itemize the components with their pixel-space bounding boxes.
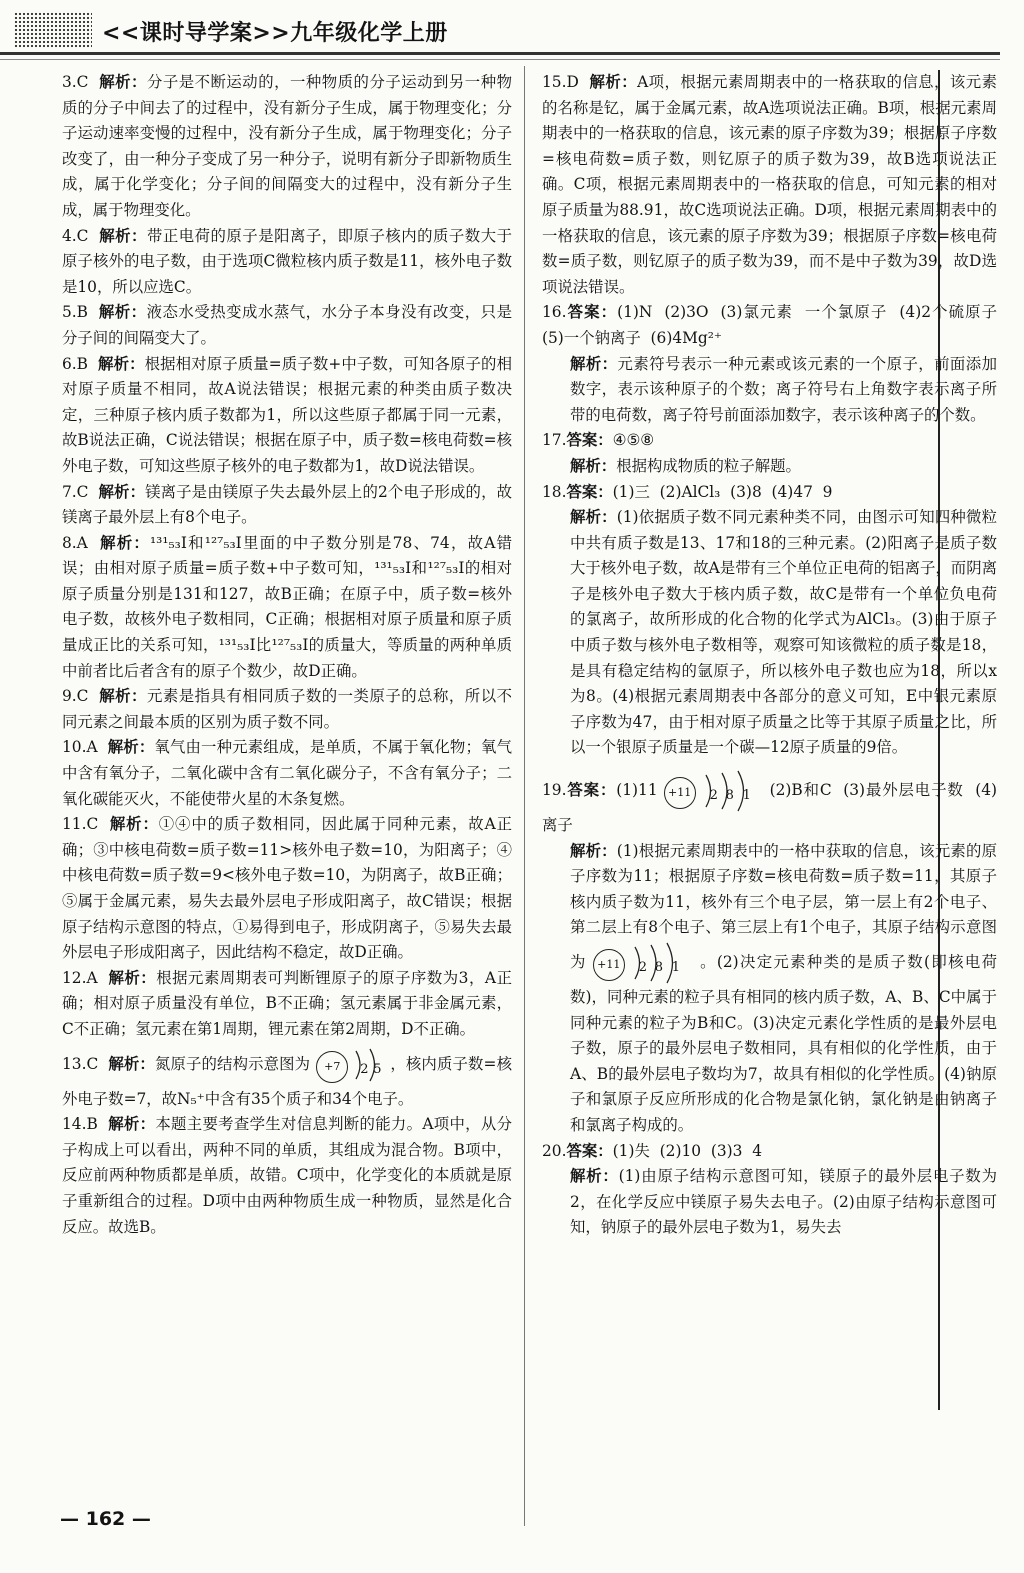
answer-item-3: 3.C 解析：分子是不断运动的，一种物质的分子运动到另一种物质的分子中间去了的过程中，没有新分子生成，属于物理变化；分子运动速率变慢的过程中，没有新分子生成，属于物理变化；分子改变了，由一种分子变成了另一种分子，说明有新分子即新物质生成，属于化学变化；分子间的间隔变大的过程中，没有新分子生成，属于物理变化。	[62, 73, 512, 219]
answer-item-14: 14.B 解析：本题主要考查学生对信息判断的能力。A项中，从分子构成上可以看出，两种不同的单质，其组成为混合物。B项中，反应前两种物质都是单质，故错。C项中，化学变化的本质就是原子重新组合的过程。D项中由两种物质生成一种物质，显然是化合反应。故选B。	[62, 1115, 512, 1236]
electron-count-shell-3: 1	[742, 788, 751, 804]
analysis-16: 解析：元素符号表示一种元素或该元素的一个原子，前面添加数字，表示该种原子的个数；离子符号右上角数字表示离子所带的电荷数，离子符号前面添加数字，表示该种离子的个数。	[570, 354, 997, 424]
answer-item-16: 16.答案：(1)N (2)3O (3)氯元素 一个氯原子 (4)2个硫原子 (5)一个钠离子 (6)4Mg²⁺	[542, 303, 1007, 347]
answer-item-11: 11.C 解析：①④中的质子数相同，因此属于同种元素，故A正确；③中核电荷数=质子数=11>核外电子数=10，为阳离子；④中核电荷数=质子数=9<核外电子数=10，为阴离子，故B正确；⑤属于金属元素，易失去最外层电子形成阳离子，故C错误；根据原子结构示意图的特点，①易得到电子，形成阴离子，⑤易失去最外层电子形成阳离子，因此结构不稳定，故D正确。	[62, 815, 512, 962]
header-rule-thin	[0, 59, 1000, 60]
nucleus-charge: +11	[593, 949, 625, 981]
book-title: <<课时导学案>>九年级化学上册	[102, 21, 448, 46]
analysis-20: 解析：(1)由原子结构示意图可知，镁原子的最外层电子数为2，在化学反应中镁原子易失去电子。(2)由原子结构示意图可知，钠原子的最外层电子数为1，易失去	[570, 1167, 997, 1237]
answer-item-18: 18.答案：(1)三 (2)AlCl₃ (3)8 (4)47 9	[542, 482, 833, 501]
answer-item-4: 4.C 解析：带正电荷的原子是阳离子，即原子核内的质子数大于原子核外的电子数，由于选项C微粒核内质子数是11，核外电子数是10，所以应选C。	[62, 226, 512, 296]
page-number: — 162 —	[60, 1508, 151, 1530]
electron-count-shell-1: 2	[638, 960, 648, 975]
sodium-atom-diagram	[664, 769, 764, 813]
answer-item-6: 6.B 解析：根据相对原子质量=质子数+中子数，可知各原子的相对原子质量不相同，故A说法错误；根据元素的种类由质子数决定，三种原子核内质子数都为1，所以这些原子都属于同一元素，故B说法正确，C说法错误；根据在原子中，质子数=核电荷数=核外电子数，可知这些原子核外的电子数都为1，故D说法错误。	[62, 354, 512, 475]
analysis-19: 解析：(1)根据元素周期表中的一格中获取的信息，该元素的原子序数为11；根据原子序数=核电荷数=质子数=11，其原子核内质子数为11，核外有三个电子层，第一层上有2个电子、第二层上有8个电子、第三层上有1个电子，其原子结构示意图为 +11 2 8 1 。(2)决定元素种类的是质子数(即核电荷数)，同种元素的粒子具有相同的核内质子数，A、B、C中属于同种元素的粒子为B和C。(3)决定元素化学性质的是最外层电子数，原子的最外层电子数相同，具有相似的化学性质，由于A、B的最外层电子数均为7，故具有相似的化学性质。(4)钠原子和氯原子反应所形成的化合物是氯化钠，氯化钠是由钠离子和氯离子构成的。	[570, 841, 997, 1134]
answer-item-15: 15.D 解析：A项，根据元素周期表中的一格获取的信息，该元素的名称是钇，属于金属元素，故A选项说法正确。B项，根据元素周期表中的一格获取的信息，该元素的原子序数为39；根据原子序数=核电荷数=质子数，则钇原子的质子数为39，故B选项说法正确。C项，根据元素周期表中的一格获取的信息，可知元素的相对原子质量为88.91，故C选项说法正确。D项，根据元素周期表中的一格获取的信息，该元素的原子序数为39；根据原子序数=核电荷数=质子数，则钇原子的质子数为39，而不是中子数为39，故D选项说法错误。	[542, 73, 997, 296]
answer-item-12: 12.A 解析：根据元素周期表可判断锂原子的原子序数为3，A正确；相对原子质量没有单位，B不正确；氢元素属于非金属元素，C不正确；氢元素在第1周期，锂元素在第2周期，D不正确。	[62, 968, 512, 1038]
answer-item-10: 10.A 解析：氧气由一种元素组成，是单质，不属于氧化物；氧气中含有氧分子，二氧化碳中含有二氧化碳分子，不含有氧分子；二氧化碳能灭火，不能使带火星的木条复燃。	[62, 738, 512, 808]
header-dot-pattern	[14, 12, 92, 48]
answer-item-9: 9.C 解析：元素是指具有相同质子数的一类原子的总称，所以不同元素之间最本质的区别为质子数不同。	[62, 687, 512, 731]
answer-item-8: 8.A 解析：¹³¹₅₃I和¹²⁷₅₃I里面的中子数分别是78、74，故A错误；由相对原子质量=质子数+中子数可知，¹³¹₅₃I和¹²⁷₅₃I的相对原子质量分别是131和127，故B正确；在原子中，质子数=核外电子数，故核外电子数相同，C正确；根据相对原子质量和原子质量成正比的关系可知，¹³¹₅₃I比¹²⁷₅₃I的质量大，等质量的两种单质中前者比后者含有的原子个数少，故D正确。	[62, 533, 512, 680]
page-header	[0, 0, 1024, 58]
sodium-atom-diagram-inline	[593, 941, 693, 985]
answer-item-5: 5.B 解析：液态水受热变成水蒸气，水分子本身没有改变，只是分子间的间隔变大了。	[62, 303, 512, 347]
header-rule	[0, 52, 1000, 55]
electron-count-shell-3: 1	[671, 960, 681, 975]
answer-item-13: 13.C 解析：氮原子的结构示意图为 +7 2 5 ，核内质子数=核外电子数=7，故N₅⁺中含有35个质子和34个电子。	[62, 1043, 512, 1113]
nucleus-charge: +7	[316, 1051, 348, 1083]
nitrogen-atom-diagram	[316, 1043, 384, 1087]
column-divider	[524, 66, 525, 1526]
right-column	[542, 70, 1007, 1241]
left-column	[62, 70, 512, 1240]
analysis-17: 解析：根据构成物质的粒子解题。	[570, 456, 801, 475]
electron-count-shell-2: 8	[725, 788, 734, 804]
electron-count-shell-1: 2	[709, 788, 718, 804]
answer-item-17: 17.答案：④⑤⑧	[542, 431, 655, 450]
answer-item-7: 7.C 解析：镁离子是由镁原子失去最外层上的2个电子形成的，故镁离子最外层上有8个电子。	[62, 482, 512, 527]
electron-count-shell-2: 5	[373, 1061, 382, 1077]
nucleus-charge: +11	[664, 777, 696, 809]
answer-item-19: 19.答案：(1)11 +11 2 8 1 (2)B和C (3)最外层电子数 (4)离子	[542, 769, 997, 839]
analysis-18: 解析：(1)依据质子数不同元素种类不同，由图示可知四种微粒中共有质子数是13、17和18的三种元素。(2)阳离子是质子数大于核外电子数，故A是带有三个单位正电荷的铝离子，而阴离子是核外电子数大于核内质子数，故C是带有一个单位负电荷的氯离子，故所形成的化合物的化学式为AlCl₃。(3)由于原子中质子数与核外电子数相等，观察可知该微粒的质子数是18，是具有稳定结构的氩原子，所以核外电子数也应为18，所以x为8。(4)根据元素周期表中各部分的意义可知，E中银元素原子序数为47，由于相对原子质量之比等于其原子质量之比，所以一个银原子质量是一个碳—12原子质量的9倍。	[570, 508, 997, 757]
answer-item-20: 20.答案：(1)失 (2)10 (3)3 4	[542, 1141, 762, 1160]
electron-count-shell-2: 8	[654, 960, 664, 975]
electron-count-shell-1: 2	[360, 1061, 369, 1077]
